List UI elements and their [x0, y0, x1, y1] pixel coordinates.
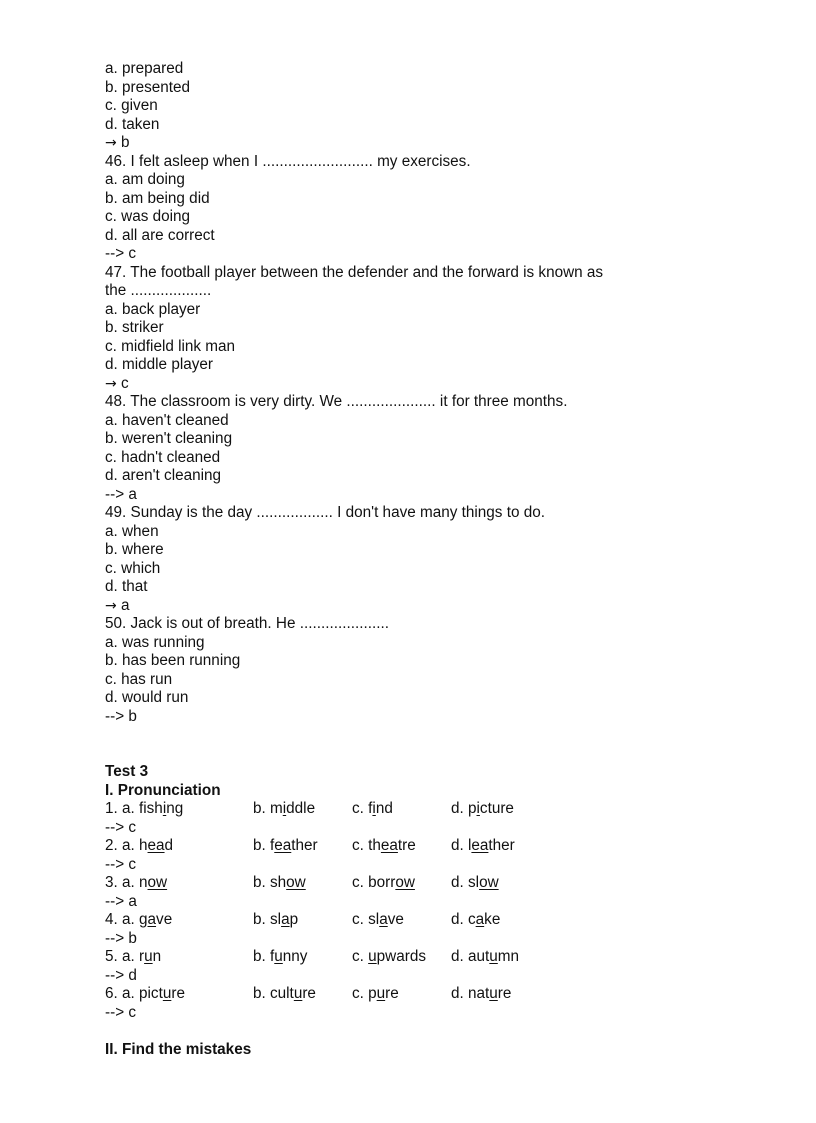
option-c: c. slave: [352, 911, 404, 928]
right-arrow-icon: →: [105, 375, 117, 392]
option-a: a. was running: [105, 633, 205, 651]
test-title: Test 3: [105, 763, 149, 780]
option-a: a. am doing: [105, 171, 185, 188]
option-c: c. hadn't cleaned: [105, 448, 221, 466]
answer-value: b: [128, 707, 137, 725]
pronunciation-item: [105, 837, 745, 856]
answer-marker: -->: [105, 707, 125, 725]
section-title-find-mistakes: II. Find the mistakes: [105, 1040, 252, 1058]
option-b: b. funny: [253, 948, 308, 965]
question-47: [105, 264, 745, 394]
option-a: 5. a. run: [105, 948, 162, 965]
option-d: d. autumn: [451, 948, 520, 965]
answer-marker: -->: [105, 485, 125, 503]
spacer: [105, 1022, 745, 1041]
question-stem-continued: the ...................: [105, 282, 212, 299]
option-d: d. slow: [451, 874, 499, 891]
pronunciation-item: [105, 985, 745, 1004]
option-b: b. culture: [253, 985, 316, 1002]
answer-line: --> d: [105, 966, 137, 984]
option-d: d. nature: [451, 985, 512, 1002]
option-b: b. weren't cleaning: [105, 430, 233, 447]
question-45: [105, 60, 745, 153]
question-stem: 47. The football player between the defender and the forward is known as: [105, 263, 604, 281]
option-d: d. picture: [451, 800, 514, 817]
option-c: c. given: [105, 97, 158, 114]
option-b: b. has been running: [105, 652, 241, 669]
answer-value: a: [120, 596, 130, 614]
option-d: d. taken: [105, 115, 160, 133]
option-c: c. pure: [352, 985, 399, 1002]
option-d: d. all are correct: [105, 226, 215, 244]
question-stem: 49. Sunday is the day .................. I don't have many things to do.: [105, 504, 545, 521]
question-stem: 46. I felt asleep when I .......................... my exercises.: [105, 152, 471, 170]
option-c: c. which: [105, 559, 161, 577]
answer-line: [105, 597, 745, 616]
answer-value: a: [128, 485, 137, 503]
option-a: 1. a. fishing: [105, 800, 184, 817]
answer-marker: -->: [105, 245, 125, 262]
answer-line: --> c: [105, 855, 137, 873]
option-c: c. upwards: [352, 948, 426, 965]
option-b: b. middle: [253, 800, 316, 817]
answer-line: [105, 245, 745, 264]
question-49: [105, 504, 745, 615]
right-arrow-icon: →: [105, 597, 117, 614]
answer-line: [105, 486, 745, 505]
option-a: a. when: [105, 522, 159, 540]
answer-line: --> a: [105, 892, 137, 910]
option-c: c. borrow: [352, 874, 415, 891]
pronunciation-list: [105, 800, 745, 1022]
answer-line: --> b: [105, 929, 137, 947]
option-a: 6. a. picture: [105, 985, 185, 1002]
pronunciation-item: [105, 874, 745, 893]
pronunciation-item: [105, 800, 745, 819]
answer-line: --> c: [105, 818, 137, 836]
answer-line: --> c: [105, 1003, 137, 1021]
answer-line: [105, 134, 745, 153]
option-c: c. was doing: [105, 208, 191, 225]
option-d: d. would run: [105, 689, 189, 706]
question-50: [105, 615, 745, 726]
option-c: c. find: [352, 800, 393, 817]
option-b: b. presented: [105, 78, 191, 96]
option-a: a. haven't cleaned: [105, 411, 229, 429]
option-b: b. slap: [253, 911, 299, 928]
option-c: c. has run: [105, 670, 173, 688]
question-stem: 48. The classroom is very dirty. We ..................... it for three months.: [105, 393, 568, 410]
option-a: 2. a. head: [105, 837, 174, 854]
option-d: d. middle player: [105, 356, 213, 373]
option-d: d. aren't cleaning: [105, 467, 222, 484]
answer-line: [105, 708, 745, 727]
option-b: b. am being did: [105, 189, 210, 207]
answer-line: [105, 375, 745, 394]
option-b: b. feather: [253, 837, 318, 854]
question-48: [105, 393, 745, 504]
option-a: a. prepared: [105, 60, 184, 77]
option-d: d. that: [105, 578, 148, 595]
answer-value: b: [120, 134, 130, 151]
option-b: b. show: [253, 874, 306, 891]
pronunciation-item: [105, 911, 745, 930]
option-d: d. leather: [451, 837, 515, 854]
document-page: [105, 60, 745, 1059]
option-d: d. cake: [451, 911, 501, 928]
answer-value: c: [120, 374, 129, 392]
spacer: [105, 726, 745, 763]
option-a: 4. a. gave: [105, 911, 173, 928]
question-46: [105, 153, 745, 264]
section-title-pronunciation: I. Pronunciation: [105, 781, 221, 799]
option-c: c. midfield link man: [105, 337, 236, 355]
answer-value: c: [128, 245, 137, 262]
option-c: c. theatre: [352, 837, 416, 854]
pronunciation-item: [105, 948, 745, 967]
option-b: b. striker: [105, 319, 164, 336]
right-arrow-icon: →: [105, 135, 117, 151]
option-a: a. back player: [105, 300, 201, 318]
question-stem: 50. Jack is out of breath. He .....................: [105, 615, 389, 632]
option-b: b. where: [105, 541, 164, 558]
option-a: 3. a. now: [105, 874, 168, 891]
